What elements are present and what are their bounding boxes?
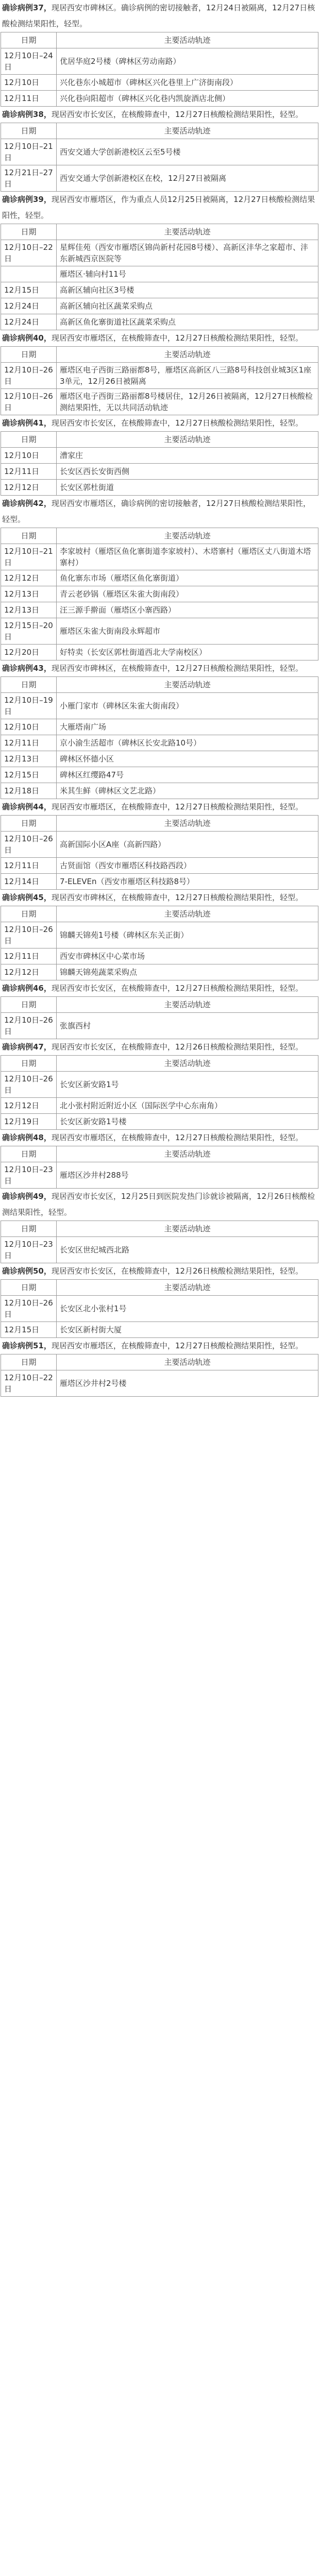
case-label: 确诊病例43， (2, 664, 52, 673)
row-date: 12月10日 (1, 448, 57, 464)
header-date: 日期 (1, 1056, 57, 1072)
track-table (1, 1146, 318, 1189)
table-row (1, 964, 318, 980)
row-track: 鱼化寨东市场（雁塔区鱼化寨街道） (57, 570, 318, 586)
case-block (1, 1338, 320, 1397)
row-track: 长安区新安路1号楼 (57, 1114, 318, 1130)
case-description (1, 0, 320, 32)
case-description (1, 980, 320, 996)
row-date: 12月20日 (1, 645, 57, 660)
case-text: 现居西安市长安区，在核酸筛查中，12月27日核酸检测结果阳性，轻型。 (51, 110, 304, 119)
table-header-row (1, 123, 318, 139)
case-description (1, 1263, 320, 1279)
track-table (1, 32, 318, 107)
header-date: 日期 (1, 997, 57, 1013)
table-row (1, 751, 318, 767)
header-date: 日期 (1, 1146, 57, 1162)
case-label: 确诊病例41， (2, 418, 52, 428)
row-date: 12月11日 (1, 464, 57, 480)
case-block (1, 0, 320, 107)
row-track: 优居华庭2号楼（碑林区劳动南路） (57, 48, 318, 75)
table-row (1, 586, 318, 602)
header-date: 日期 (1, 224, 57, 240)
table-row (1, 75, 318, 91)
row-date: 12月10日–26日 (1, 1296, 57, 1322)
header-track: 主要活动轨迹 (57, 432, 318, 448)
table-header-row (1, 1354, 318, 1370)
row-date: 12月11日 (1, 735, 57, 751)
row-track: 漕家庄 (57, 448, 318, 464)
header-date: 日期 (1, 816, 57, 832)
case-block (1, 192, 320, 330)
case-text: 现居西安市碑林区，在核酸筛查中，12月27日核酸检测结果阳性，轻型。 (51, 664, 304, 673)
row-date: 12月10日–24日 (1, 48, 57, 75)
table-row (1, 1098, 318, 1114)
row-track: 7-ELEVEn（西安市雁塔区科技路8号） (57, 874, 318, 890)
row-track: 西安交通大学创新港校区在校，12月27日被隔离 (57, 165, 318, 192)
row-track: 雁塔区电子西街三路丽都8号楼居住，12月26日被隔离，12月27日核酸检测结果阳性，无以共同活动轨迹 (57, 389, 318, 415)
row-track: 好特卖（长安区郭杜街道西北大学南校区） (57, 645, 318, 660)
row-track: 长安区西长安街西侧 (57, 464, 318, 480)
table-header-row (1, 528, 318, 544)
track-table (1, 996, 318, 1039)
table-row (1, 266, 318, 282)
table-row (1, 1322, 318, 1338)
table-row (1, 165, 318, 192)
row-date: 12月11日 (1, 948, 57, 964)
table-row (1, 832, 318, 858)
table-header-row (1, 1221, 318, 1237)
table-row (1, 363, 318, 389)
header-track: 主要活动轨迹 (57, 1221, 318, 1237)
row-date: 12月10日–19日 (1, 693, 57, 719)
row-track: 京小渝生活超市（碑林区长安北路10号） (57, 735, 318, 751)
row-date: 12月13日 (1, 586, 57, 602)
table-row (1, 618, 318, 645)
case-label: 确诊病例51， (2, 1341, 52, 1350)
row-date (1, 266, 57, 282)
case-description (1, 890, 320, 906)
track-table (1, 346, 318, 415)
table-row (1, 1072, 318, 1098)
track-table (1, 123, 318, 192)
table-row (1, 874, 318, 890)
case-text: 现居西安市雁塔区，在核酸筛查中，12月27日核酸检测结果阳性，轻型。 (51, 1133, 304, 1142)
case-text: 现居西安市碑林区。确诊病例的密切接触者，12月24日被隔离，12月27日核酸检测结果阳性，轻型。 (2, 3, 315, 28)
header-date: 日期 (1, 1221, 57, 1237)
case-label: 确诊病例47， (2, 1042, 52, 1052)
table-row (1, 1114, 318, 1130)
table-row (1, 448, 318, 464)
table-row (1, 1013, 318, 1039)
case-description (1, 799, 320, 815)
row-track: 李家坡村（雁塔区鱼化寨街道李家坡村）、木塔寨村（雁塔区丈八街道木塔寨村） (57, 544, 318, 570)
case-text: 现居西安市长安区，在核酸筛查中，12月26日核酸检测结果阳性，轻型。 (51, 1266, 304, 1276)
row-track: 雁塔区·辅向村11号 (57, 266, 318, 282)
table-row (1, 1296, 318, 1322)
table-header-row (1, 1056, 318, 1072)
case-description (1, 415, 320, 431)
row-track: 雁塔区朱雀大街南段永辉超市 (57, 618, 318, 645)
row-track: 星辉佳苑（西安市雁塔区锦尚新村花园8号楼）、高新区沣华之家超市、沣东新城西京医院等 (57, 240, 318, 266)
row-date: 12月10日 (1, 719, 57, 735)
table-row (1, 783, 318, 799)
case-description (1, 1189, 320, 1221)
case-block (1, 1263, 320, 1338)
row-date: 12月10日–26日 (1, 1072, 57, 1098)
case-label: 确诊病例39， (2, 195, 52, 204)
table-header-row (1, 677, 318, 693)
row-date: 12月10日–26日 (1, 363, 57, 389)
row-track: 碑林区红缨路47号 (57, 767, 318, 783)
header-track: 主要活动轨迹 (57, 1280, 318, 1296)
row-date: 12月18日 (1, 783, 57, 799)
row-track: 兴化巷向阳超市（碑林区兴化巷内凯旋酒店北侧） (57, 91, 318, 107)
row-date: 12月10日–23日 (1, 1237, 57, 1263)
header-date: 日期 (1, 432, 57, 448)
row-track: 兴化巷东小城超市（碑林区兴化巷里上广济街南段） (57, 75, 318, 91)
case-label: 确诊病例48， (2, 1133, 52, 1142)
row-track: 长安区世纪城西北路 (57, 1237, 318, 1263)
table-row (1, 282, 318, 298)
case-block (1, 496, 320, 660)
table-row (1, 735, 318, 751)
row-track: 锦麟天锦苑蔬菜采购点 (57, 964, 318, 980)
case-description (1, 107, 320, 123)
row-date: 12月15日–20日 (1, 618, 57, 645)
table-row (1, 922, 318, 948)
table-row (1, 240, 318, 266)
row-date: 12月10日–23日 (1, 1162, 57, 1189)
case-text: 现居西安市长安区，12月25日到医院发热门诊就诊被隔离，12月26日核酸检测结果阳性，轻型。 (2, 1192, 315, 1217)
row-track: 大雁塔南广场 (57, 719, 318, 735)
table-header-row (1, 347, 318, 363)
table-row (1, 139, 318, 165)
case-text: 现居西安市长安区，在核酸筛查中，12月27日核酸检测结果阳性，轻型。 (51, 984, 304, 993)
case-description (1, 660, 320, 676)
row-date: 12月13日 (1, 751, 57, 767)
case-text: 现居西安市长安区，在核酸筛查中，12月27日核酸检测结果阳性，轻型。 (51, 418, 304, 428)
case-block (1, 1189, 320, 1263)
row-track: 高新国际小区A座（高新四路） (57, 832, 318, 858)
case-text: 现居西安市长安区，在核酸筛查中，12月26日核酸检测结果阳性，轻型。 (51, 1042, 304, 1052)
row-date: 12月11日 (1, 858, 57, 874)
row-date: 12月12日 (1, 964, 57, 980)
case-description (1, 1338, 320, 1354)
row-track: 张旗西村 (57, 1013, 318, 1039)
row-track: 高新区鱼化寨街道社区蔬菜采购点 (57, 314, 318, 330)
case-description (1, 1039, 320, 1055)
header-track: 主要活动轨迹 (57, 677, 318, 693)
case-block (1, 890, 320, 980)
header-track: 主要活动轨迹 (57, 906, 318, 922)
row-track: 长安区北小张村1号 (57, 1296, 318, 1322)
row-track: 雁塔区沙井村2号楼 (57, 1370, 318, 1397)
case-text: 现居西安市雁塔区，作为重点人员12月25日被隔离，12月27日核酸检测结果阳性，轻型。 (2, 195, 315, 220)
row-track: 汪三源手擀面（雁塔区小寨西路） (57, 602, 318, 618)
table-header-row (1, 906, 318, 922)
row-date: 12月13日 (1, 602, 57, 618)
header-track: 主要活动轨迹 (57, 528, 318, 544)
header-date: 日期 (1, 32, 57, 48)
table-row (1, 389, 318, 415)
row-track: 北小张村附近附近小区（国际医学中心东南角） (57, 1098, 318, 1114)
header-track: 主要活动轨迹 (57, 1146, 318, 1162)
row-date: 12月11日 (1, 91, 57, 107)
row-date: 12月21日–27日 (1, 165, 57, 192)
row-date: 12月10日–26日 (1, 922, 57, 948)
row-date: 12月12日 (1, 1098, 57, 1114)
header-date: 日期 (1, 123, 57, 139)
table-row (1, 645, 318, 660)
table-row (1, 1162, 318, 1189)
row-date: 12月10日–26日 (1, 389, 57, 415)
row-track: 长安区郭杜街道 (57, 480, 318, 496)
row-date: 12月15日 (1, 767, 57, 783)
case-label: 确诊病例37， (2, 3, 52, 12)
table-row (1, 91, 318, 107)
case-label: 确诊病例42， (2, 499, 52, 508)
row-track: 米其生鲜（碑林区文艺北路） (57, 783, 318, 799)
case-label: 确诊病例38， (2, 110, 52, 119)
header-date: 日期 (1, 906, 57, 922)
row-track: 长安区新村街大厦 (57, 1322, 318, 1338)
header-date: 日期 (1, 347, 57, 363)
track-table (1, 1221, 318, 1263)
row-track: 碑林区怀德小区 (57, 751, 318, 767)
header-track: 主要活动轨迹 (57, 123, 318, 139)
header-date: 日期 (1, 1280, 57, 1296)
row-date: 12月24日 (1, 298, 57, 314)
case-block (1, 415, 320, 496)
row-date: 12月10日–22日 (1, 1370, 57, 1397)
track-table (1, 1279, 318, 1338)
case-text: 现居西安市雁塔区，在核酸筛查中，12月27日核酸检测结果阳性，轻型。 (51, 333, 304, 343)
track-table (1, 1055, 318, 1130)
header-track: 主要活动轨迹 (57, 1056, 318, 1072)
case-text: 现居西安市雁塔区，确诊病例的密切接触者，12月27日核酸检测结果阳性，轻型。 (2, 499, 311, 524)
row-track: 西安市碑林区中心菜市场 (57, 948, 318, 964)
case-label: 确诊病例50， (2, 1266, 52, 1276)
row-date: 12月12日 (1, 570, 57, 586)
header-track: 主要活动轨迹 (57, 32, 318, 48)
header-date: 日期 (1, 528, 57, 544)
table-row (1, 464, 318, 480)
table-row (1, 719, 318, 735)
track-table (1, 906, 318, 980)
track-table (1, 431, 318, 496)
row-track: 西安交通大学创新港校区云至5号楼 (57, 139, 318, 165)
header-track: 主要活动轨迹 (57, 224, 318, 240)
table-header-row (1, 1280, 318, 1296)
track-table (1, 528, 318, 660)
table-row (1, 298, 318, 314)
row-date: 12月15日 (1, 1322, 57, 1338)
case-text: 现居西安市碑林区，在核酸筛查中，12月27日核酸检测结果阳性，轻型。 (51, 893, 304, 902)
table-header-row (1, 997, 318, 1013)
row-track: 古贤面馆（西安市雁塔区科技路西段） (57, 858, 318, 874)
table-header-row (1, 224, 318, 240)
header-track: 主要活动轨迹 (57, 347, 318, 363)
case-text: 现居西安市雁塔区，在核酸筛查中，12月27日核酸检测结果阳性，轻型。 (51, 1341, 304, 1350)
case-label: 确诊病例40， (2, 333, 52, 343)
row-track: 高新区辅向社区蔬菜采购点 (57, 298, 318, 314)
case-block (1, 980, 320, 1039)
track-table (1, 815, 318, 890)
case-label: 确诊病例49， (2, 1192, 52, 1201)
row-track: 雁塔区沙井村288号 (57, 1162, 318, 1189)
table-header-row (1, 1146, 318, 1162)
row-track: 高新区辅向社区3号楼 (57, 282, 318, 298)
case-label: 确诊病例45， (2, 893, 52, 902)
table-header-row (1, 32, 318, 48)
case-label: 确诊病例46， (2, 984, 52, 993)
case-block (1, 330, 320, 415)
case-block (1, 660, 320, 799)
table-row (1, 858, 318, 874)
row-track: 长安区新安路1号 (57, 1072, 318, 1098)
table-row (1, 1370, 318, 1397)
row-track: 锦麟天锦苑1号楼（碑林区东关正街） (57, 922, 318, 948)
table-row (1, 544, 318, 570)
table-row (1, 693, 318, 719)
header-date: 日期 (1, 1354, 57, 1370)
case-description (1, 192, 320, 224)
table-row (1, 570, 318, 586)
row-date: 12月10日–26日 (1, 1013, 57, 1039)
row-date: 12月19日 (1, 1114, 57, 1130)
case-block (1, 1130, 320, 1189)
case-block (1, 1039, 320, 1130)
header-track: 主要活动轨迹 (57, 997, 318, 1013)
row-date: 12月14日 (1, 874, 57, 890)
table-row (1, 602, 318, 618)
table-row (1, 314, 318, 330)
table-row (1, 767, 318, 783)
table-row (1, 480, 318, 496)
row-date: 12月24日 (1, 314, 57, 330)
row-date: 12月10日–26日 (1, 832, 57, 858)
header-track: 主要活动轨迹 (57, 1354, 318, 1370)
row-date: 12月15日 (1, 282, 57, 298)
track-table (1, 224, 318, 330)
table-row (1, 1237, 318, 1263)
case-block (1, 799, 320, 890)
header-track: 主要活动轨迹 (57, 816, 318, 832)
row-track: 雁塔区电子西街三路丽都8号，雁塔区高新区八三路8号科技创业城3区1座3单元，12月26日被隔离 (57, 363, 318, 389)
row-date: 12月10日–21日 (1, 139, 57, 165)
case-description (1, 330, 320, 346)
table-header-row (1, 816, 318, 832)
row-date: 12月10日–22日 (1, 240, 57, 266)
row-date: 12月12日 (1, 480, 57, 496)
table-row (1, 948, 318, 964)
case-text: 现居西安市雁塔区，在核酸筛查中，12月27日核酸检测结果阳性，轻型。 (51, 802, 304, 811)
case-description (1, 1130, 320, 1146)
track-table (1, 676, 318, 799)
header-date: 日期 (1, 677, 57, 693)
row-date: 12月10日–21日 (1, 544, 57, 570)
case-description (1, 496, 320, 528)
case-label: 确诊病例44， (2, 802, 52, 811)
table-header-row (1, 432, 318, 448)
row-date: 12月10日 (1, 75, 57, 91)
row-track: 青云老砂锅（雁塔区朱雀大街南段） (57, 586, 318, 602)
table-row (1, 48, 318, 75)
row-track: 小雁门家市（碑林区朱雀大街南段） (57, 693, 318, 719)
case-block (1, 107, 320, 192)
track-table (1, 1354, 318, 1397)
